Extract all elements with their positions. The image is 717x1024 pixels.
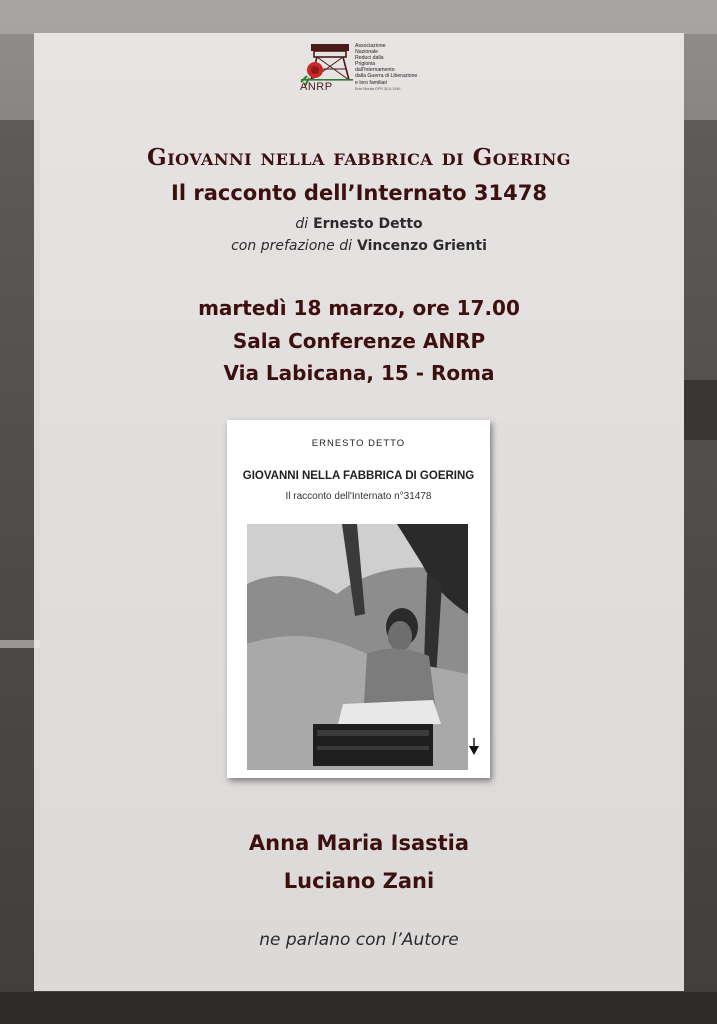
event-venue: Sala Conferenze ANRP [232, 329, 486, 353]
book-cover [227, 420, 490, 778]
closing-line: ne parlano con l’Autore [259, 930, 459, 950]
author-name: Ernesto Detto [313, 216, 423, 232]
association-name: Associazione Nazionale Reduci dalla Prigionia dall'Internamento dalla Guerra di Liberazione e loro familiari Ente Morale DPR 30-5-1949 [355, 43, 418, 91]
event-subtitle: Il racconto dell’Internato 31478 [171, 181, 547, 205]
book-author: ERNESTO DETTO [311, 438, 406, 449]
publisher-mark-icon [468, 738, 480, 756]
event-title: Giovanni nella fabbrica di Goering [147, 144, 571, 171]
preface-author: Vincenzo Grienti [356, 238, 487, 254]
book-subtitle: Il racconto dell'Internato n°31478 [285, 491, 432, 502]
event-date-time: martedì 18 marzo, ore 17.00 [198, 296, 520, 320]
preface-line [34, 238, 684, 254]
man-writing-illustration [247, 524, 468, 770]
cover-photo [247, 524, 468, 770]
author-prefix: di [295, 216, 309, 232]
speaker-2: Luciano Zani [283, 869, 435, 893]
anrp-logo [297, 42, 433, 96]
speaker-1: Anna Maria Isastia [248, 831, 470, 855]
preface-prefix: con prefazione di [231, 238, 352, 254]
logo-acronym: ANRP [300, 81, 333, 93]
author-line [34, 216, 684, 232]
event-address: Via Labicana, 15 - Roma [223, 361, 495, 385]
book-title: GIOVANNI NELLA FABBRICA DI GOERING [242, 470, 475, 482]
